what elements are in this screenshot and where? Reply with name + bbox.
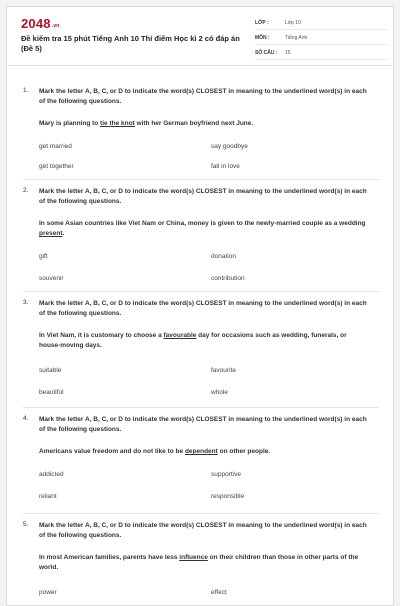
divider bbox=[23, 407, 379, 408]
underlined-word: present bbox=[39, 230, 63, 237]
logo-suffix: .vn bbox=[51, 23, 60, 29]
sentence-text: In Viet Nam, it is customary to choose a bbox=[39, 332, 164, 339]
question-sentence bbox=[39, 447, 369, 457]
meta-row-count bbox=[255, 47, 387, 60]
option-b[interactable]: favourite bbox=[211, 367, 236, 374]
option-c[interactable]: get together bbox=[39, 163, 74, 170]
worksheet bbox=[6, 6, 394, 606]
option-d[interactable]: responsible bbox=[211, 493, 245, 500]
underlined-word: favourable bbox=[163, 332, 197, 339]
meta-panel bbox=[255, 17, 387, 62]
question-number: 5. bbox=[23, 521, 29, 528]
sentence-text: . bbox=[62, 230, 65, 237]
question-instruction: Mark the letter A, B, C, or D to indicate the word(s) CLOSEST in meaning to the underlined word(s) in each of the following questions. bbox=[39, 88, 367, 105]
option-a[interactable]: suitable bbox=[39, 367, 62, 374]
option-c[interactable]: beautiful bbox=[39, 389, 64, 396]
sentence-text: In some Asian countries like Viet Nam or China, money is given to the newly-married couple as a wedding bbox=[39, 220, 366, 227]
meta-row-class bbox=[255, 17, 387, 30]
option-a[interactable]: gift bbox=[39, 253, 48, 260]
underlined-word: dependent bbox=[184, 448, 218, 455]
option-c[interactable]: souvenir bbox=[39, 275, 64, 282]
option-b[interactable]: say goodbye bbox=[211, 143, 248, 150]
divider bbox=[23, 291, 379, 292]
sentence-text: day for occasions such as wedding, funerals, or house-moving days. bbox=[39, 332, 347, 349]
sentence-text: with her German boyfriend next June. bbox=[134, 120, 254, 127]
question-sentence bbox=[39, 553, 369, 573]
page-header bbox=[7, 7, 393, 66]
option-d[interactable]: whole bbox=[211, 389, 228, 396]
underlined-word: tie the knot bbox=[100, 120, 135, 127]
divider bbox=[23, 179, 379, 180]
option-c[interactable]: reliant bbox=[39, 493, 57, 500]
meta-key: MÔN : bbox=[255, 35, 270, 41]
option-a[interactable]: addicted bbox=[39, 471, 64, 478]
meta-value: Lớp 10 bbox=[285, 20, 301, 26]
option-a[interactable]: power bbox=[39, 589, 57, 596]
question-sentence bbox=[39, 219, 369, 239]
meta-value: Tiếng Anh bbox=[285, 35, 308, 41]
question-number: 3. bbox=[23, 299, 29, 306]
sentence-text: on other people. bbox=[217, 448, 271, 455]
question-number: 4. bbox=[23, 415, 29, 422]
question-instruction: Mark the letter A, B, C, or D to indicate the word(s) CLOSEST in meaning to the underlined word(s) in each of the following questions. bbox=[39, 522, 367, 539]
sentence-text: In most American families, parents have less bbox=[39, 554, 180, 561]
question-number: 2. bbox=[23, 187, 29, 194]
sentence-text: on their children than those in other parts of the world. bbox=[39, 554, 359, 571]
option-d[interactable]: fall in love bbox=[211, 163, 240, 170]
logo-text: 2048 bbox=[21, 16, 51, 31]
question-sentence bbox=[39, 119, 369, 129]
page-title: Đề kiểm tra 15 phút Tiếng Anh 10 Thí điểm Học kì 2 có đáp án (Đề 5) bbox=[21, 34, 240, 53]
underlined-word: influence bbox=[179, 554, 208, 561]
sentence-text: Americans value freedom and do not like to be bbox=[39, 448, 185, 455]
divider bbox=[23, 513, 379, 514]
option-b[interactable]: supportive bbox=[211, 471, 241, 478]
option-a[interactable]: get married bbox=[39, 143, 72, 150]
option-b[interactable]: donation bbox=[211, 253, 236, 260]
question-instruction: Mark the letter A, B, C, or D to indicate the word(s) CLOSEST in meaning to the underlined word(s) in each of the following questions. bbox=[39, 416, 367, 433]
question-sentence bbox=[39, 331, 369, 351]
site-logo[interactable] bbox=[21, 16, 60, 31]
meta-row-subject bbox=[255, 32, 387, 45]
option-d[interactable]: contribution bbox=[211, 275, 245, 282]
meta-key: LỚP : bbox=[255, 20, 269, 26]
question-number: 1. bbox=[23, 87, 29, 94]
option-b[interactable]: effect bbox=[211, 589, 227, 596]
question-instruction: Mark the letter A, B, C, or D to indicate the word(s) CLOSEST in meaning to the underlined word(s) in each of the following questions. bbox=[39, 188, 367, 205]
meta-key: SỐ CÂU : bbox=[255, 50, 278, 56]
question-instruction: Mark the letter A, B, C, or D to indicate the word(s) CLOSEST in meaning to the underlined word(s) in each of the following questions. bbox=[39, 300, 367, 317]
meta-value: 15 bbox=[285, 50, 291, 56]
sentence-text: Mary is planning to bbox=[39, 120, 101, 127]
